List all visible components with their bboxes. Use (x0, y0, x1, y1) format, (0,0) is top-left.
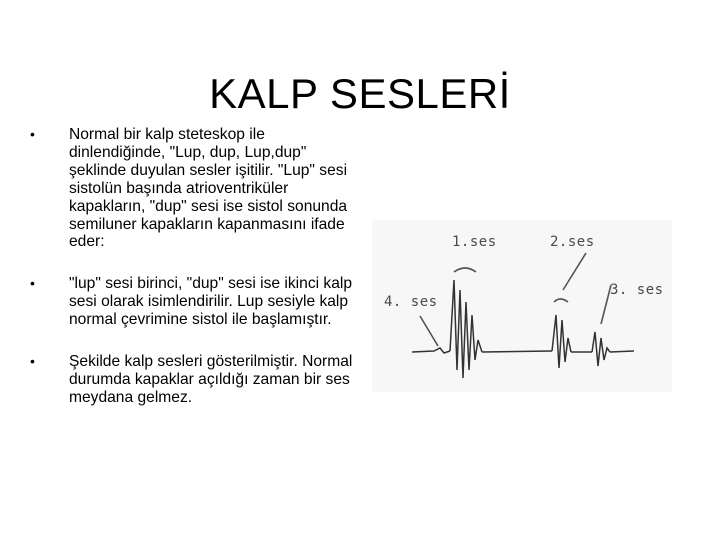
s4-pointer (420, 316, 438, 346)
bullet-marker: • (30, 353, 35, 370)
bullet-marker: • (30, 275, 35, 292)
bullet-item-1 (30, 126, 360, 251)
s1-burst (450, 280, 482, 378)
slide-title: KALP SESLERİ (209, 70, 511, 118)
baseline-mid (482, 351, 552, 352)
bullet-text: Şekilde kalp sesleri gösterilmiştir. Normal durumda kapaklar açıldığı zaman bir ses meydana gelmez. (69, 353, 353, 406)
bullet-item-2 (30, 275, 360, 329)
s2-burst (552, 315, 571, 368)
label-s2: 2.ses (550, 234, 595, 250)
label-s1: 1.ses (452, 234, 497, 250)
baseline-end (610, 351, 634, 352)
s3-burst (592, 332, 610, 366)
heart-sound-figure (372, 220, 672, 392)
bullet-text: Normal bir kalp steteskop ile dinlendiğinde, "Lup, dup, Lup,dup" şeklinde duyulan sesler işitilir. "Lup" sesi sistolün başında atrioventriküler kapakların, "dup" sesi ise sistol sonunda semiluner kapakların kapanmasını ifade eder: (69, 126, 348, 251)
s2-arc (554, 299, 568, 302)
bullet-text: "lup" sesi birinci, "dup" sesi ise ikinci kalp sesi olarak isimlendirilir. Lup sesiyle kalp normal çevrimine sistol ile başlamıştır. (69, 275, 353, 329)
phonocardiogram-diagram (372, 220, 672, 392)
s2-pointer (563, 253, 586, 290)
pointer-lines (420, 253, 611, 346)
label-s4: 4. ses (384, 294, 438, 310)
bullet-item-3 (30, 353, 360, 407)
s3-pointer (601, 285, 611, 324)
baseline-start (412, 348, 450, 353)
s1-arc (454, 268, 476, 272)
label-s3: 3. ses (610, 282, 664, 298)
bullet-marker: • (30, 126, 35, 142)
waveform-trace (412, 280, 634, 378)
bullet-list (30, 126, 360, 431)
